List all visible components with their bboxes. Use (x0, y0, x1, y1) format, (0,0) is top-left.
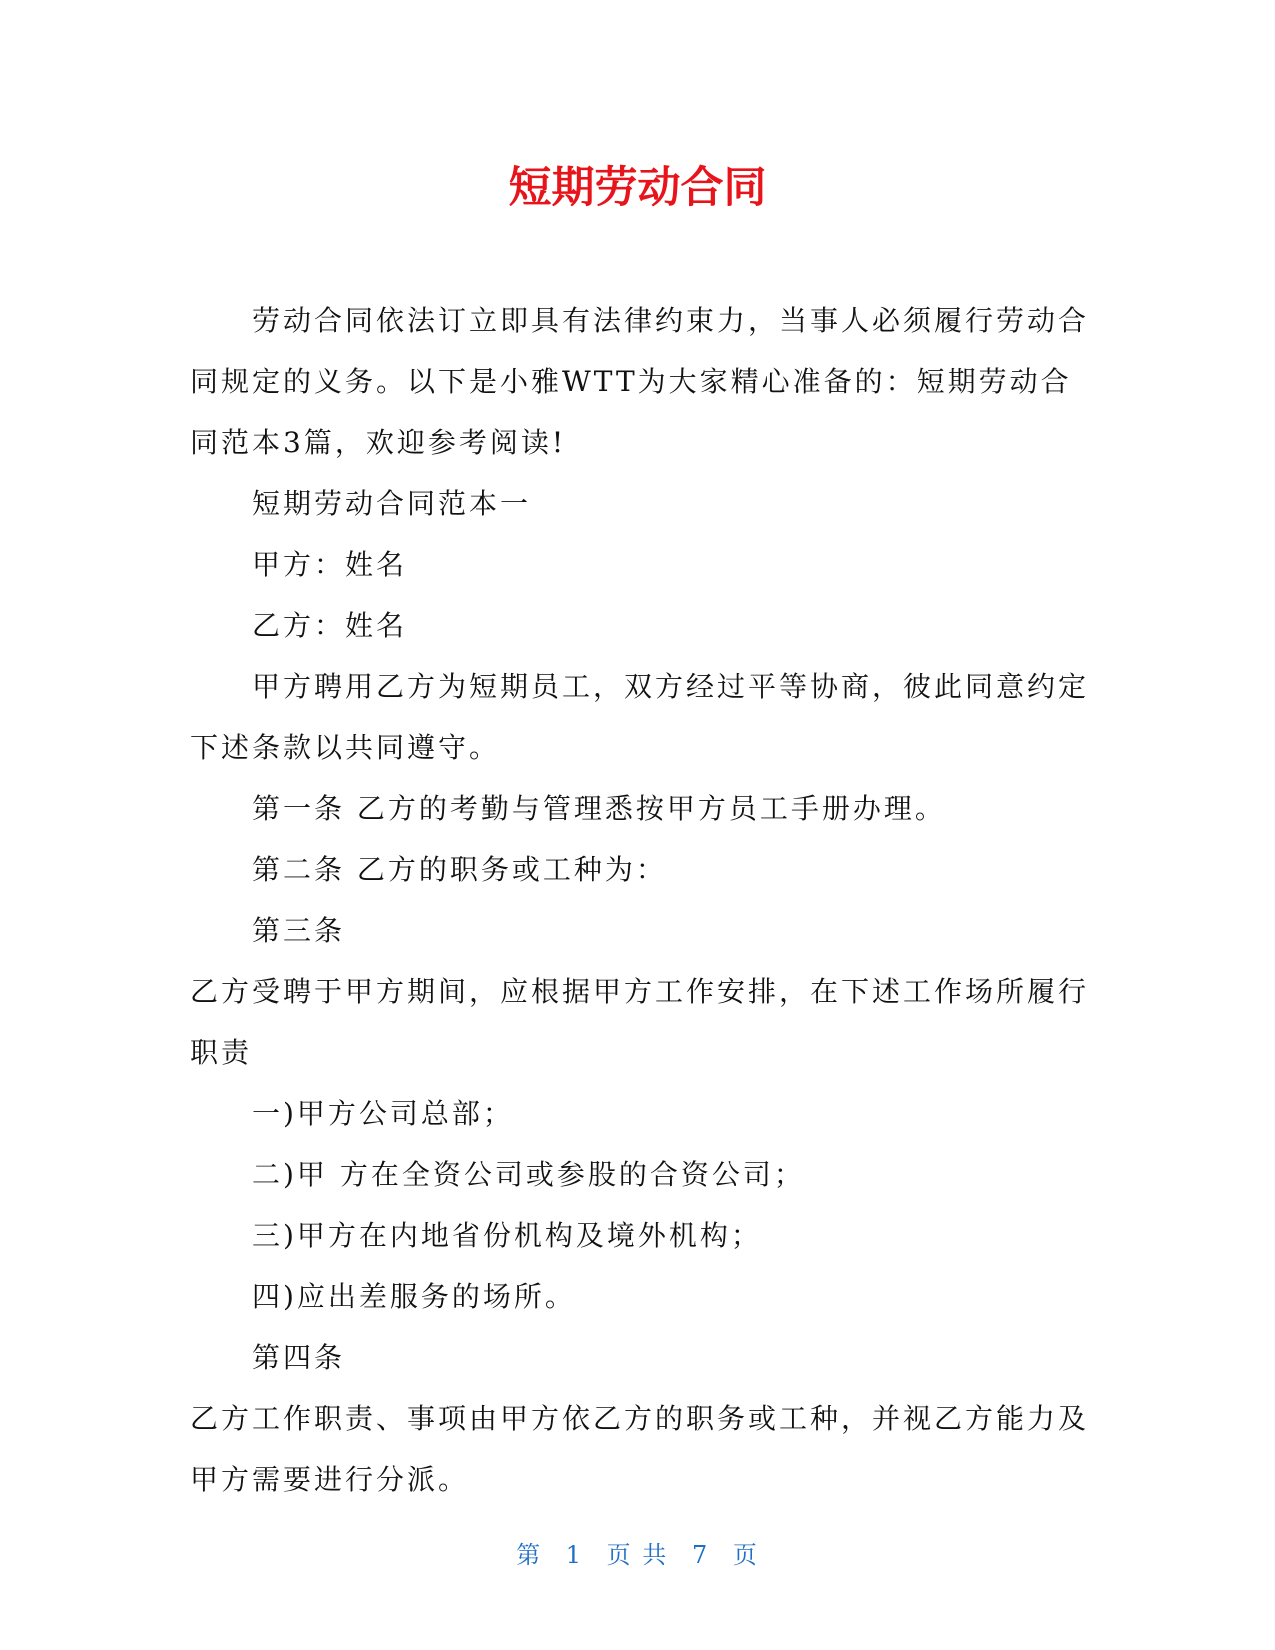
footer-prefix: 第 (516, 1541, 543, 1569)
clause-2: 第二条 乙方的职务或工种为： (252, 853, 667, 886)
clause-3-item-1: 一)甲方公司总部； (252, 1097, 514, 1130)
preamble-paragraph: 甲方聘用乙方为短期员工，双方经过平等协商，彼此同意约定下述条款以共同遵守。 (190, 670, 1090, 764)
footer-page-number: 1 (565, 1541, 584, 1569)
clause-3-body: 乙方受聘于甲方期间，应根据甲方工作安排，在下述工作场所履行职责 (190, 975, 1090, 1069)
clause-3-item-3: 三)甲方在内地省份机构及境外机构； (252, 1219, 762, 1252)
footer-total-pages: 7 (691, 1541, 710, 1569)
footer-suffix: 页 (732, 1541, 759, 1569)
page-footer (0, 1540, 1275, 1570)
section-heading: 短期劳动合同范本一 (252, 487, 532, 520)
clause-4-heading: 第四条 (252, 1341, 346, 1374)
clause-3-heading: 第三条 (252, 914, 346, 947)
footer-mid: 页 共 (606, 1541, 669, 1569)
intro-paragraph: 劳动合同依法订立即具有法律约束力，当事人必须履行劳动合同规定的义务。以下是小雅WTT为大家精心准备的：短期劳动合同范本3篇，欢迎参考阅读! (190, 304, 1090, 459)
clause-1: 第一条 乙方的考勤与管理悉按甲方员工手册办理。 (252, 792, 946, 825)
party-b-line: 乙方：姓名 (252, 609, 408, 642)
clause-4-body: 乙方工作职责、事项由甲方依乙方的职务或工种，并视乙方能力及甲方需要进行分派。 (190, 1402, 1090, 1496)
clause-3-item-2: 二)甲 方在全资公司或参股的合资公司； (252, 1158, 805, 1191)
document-body (190, 290, 1090, 1510)
clause-3-item-4: 四)应出差服务的场所。 (252, 1280, 576, 1313)
party-a-line: 甲方：姓名 (252, 548, 408, 581)
document-title: 短期劳动合同 (508, 163, 767, 213)
